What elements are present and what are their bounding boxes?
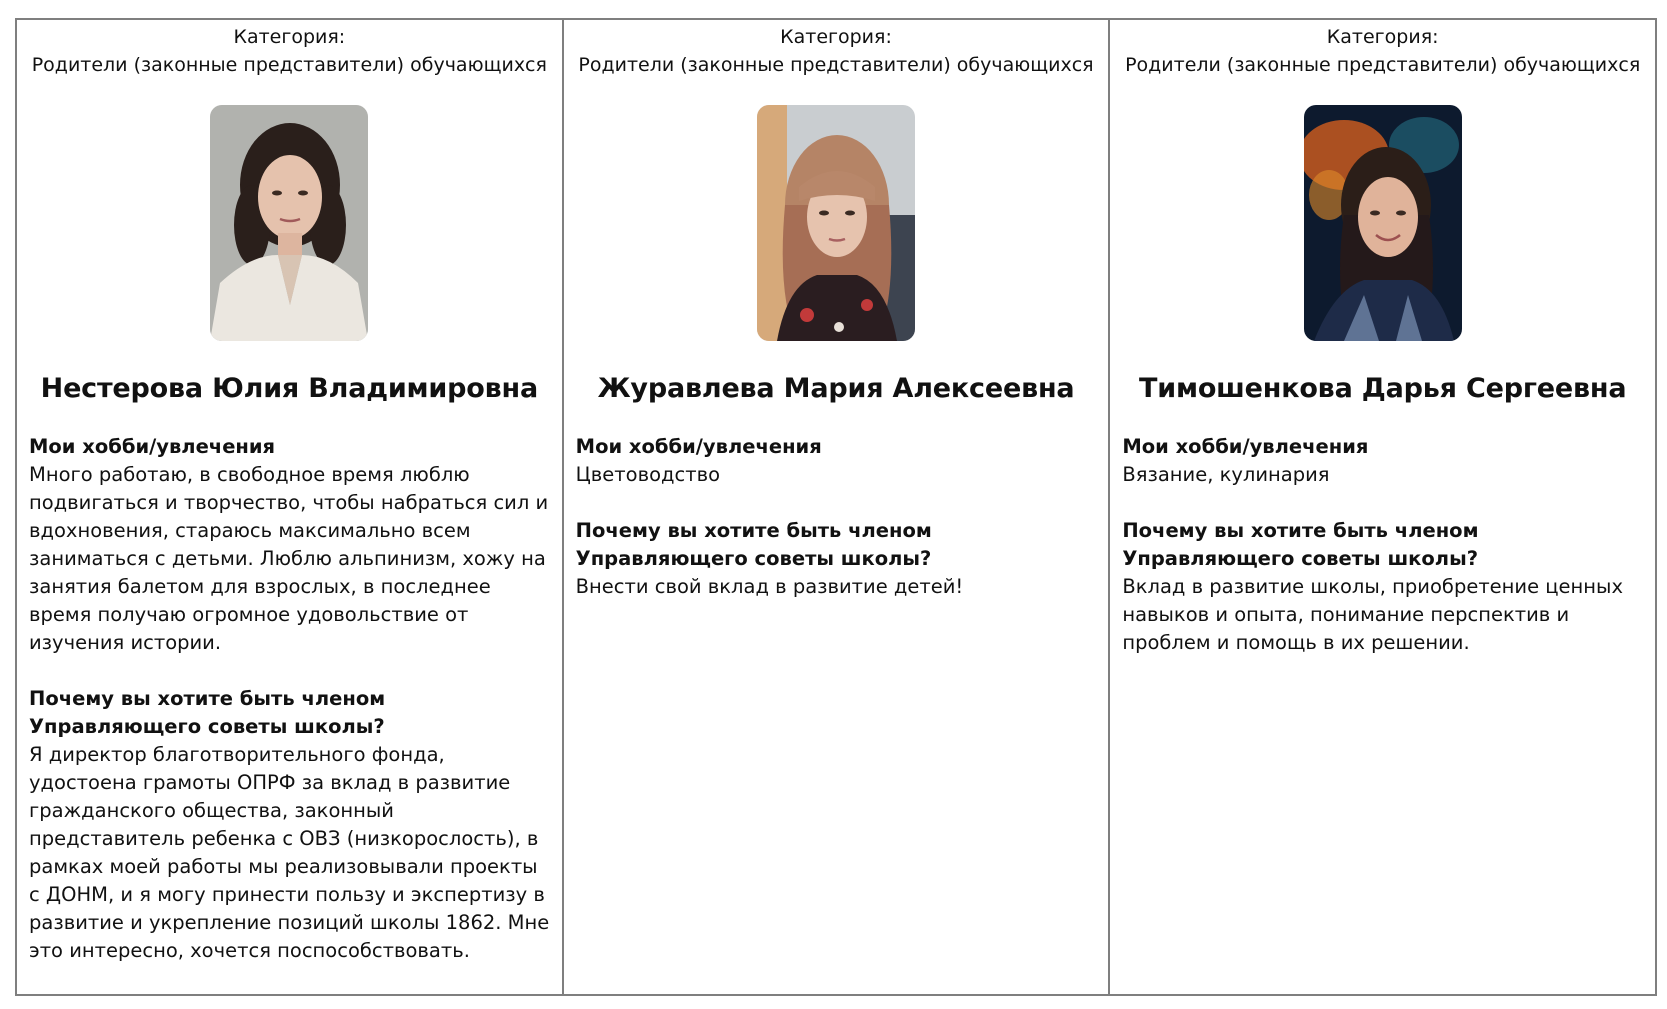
category-value: Родители (законные представители) обучающихся — [1125, 54, 1641, 76]
why-text: Вклад в развитие школы, приобретение ценных навыков и опыта, понимание перспектив и проблем и помощь в их решении. — [1122, 575, 1623, 654]
candidates-table — [15, 18, 1657, 996]
hobby-heading: Мои хобби/увлечения — [1122, 435, 1369, 458]
candidate-card-2 — [564, 20, 1111, 994]
candidate-details — [1120, 433, 1645, 657]
category-label: Категория: — [780, 26, 892, 48]
why-heading: Почему вы хотите быть членом Управляющего советы школы? — [575, 519, 932, 570]
category-block — [574, 23, 1099, 79]
candidate-name: Нестерова Юлия Владимировна — [40, 373, 538, 404]
hobby-text: Вязание, кулинария — [1122, 463, 1330, 486]
category-value: Родители (законные представители) обучающихся — [31, 54, 547, 76]
why-text: Я директор благотворительного фонда, удостоена грамоты ОПРФ за вклад в развитие гражданского общества, законный представитель ребенка с ОВЗ (низкорослость), в рамках моей работы мы реализовывали проекты с ДОНМ, и я могу принести пользу и экспертизу в развитие и укрепление позиций школы 1862. Мне это интересно, хочется поспособствовать. — [29, 743, 550, 962]
candidate-name: Тимошенкова Дарья Сергеевна — [1139, 373, 1627, 404]
hobby-heading: Мои хобби/увлечения — [29, 435, 276, 458]
hobby-text: Цветоводство — [575, 463, 720, 486]
candidate-card-3 — [1110, 20, 1655, 994]
category-label: Категория: — [233, 26, 346, 48]
category-block — [27, 23, 552, 79]
candidate-photo — [210, 105, 368, 341]
category-label: Категория: — [1326, 26, 1439, 48]
why-heading: Почему вы хотите быть членом Управляющего советы школы? — [1122, 519, 1479, 570]
candidate-photo — [757, 105, 915, 341]
hobby-heading: Мои хобби/увлечения — [575, 435, 822, 458]
category-value: Родители (законные представители) обучающихся — [578, 54, 1094, 76]
why-text: Внести свой вклад в развитие детей! — [575, 575, 964, 598]
candidate-card-1 — [17, 20, 564, 994]
candidate-photo — [1304, 105, 1462, 341]
why-heading: Почему вы хотите быть членом Управляющего советы школы? — [29, 687, 386, 738]
candidate-details — [574, 433, 1099, 601]
candidate-details — [27, 433, 552, 965]
hobby-text: Много работаю, в свободное время люблю подвигаться и творчество, чтобы набраться сил и вдохновения, стараюсь максимально всем заниматься с детьми. Люблю альпинизм, хожу на занятия балетом для взрослых, в последнее время получаю огромное удовольствие от изучения истории. — [29, 463, 549, 654]
candidate-name: Журавлева Мария Алексеевна — [597, 373, 1075, 404]
category-block — [1120, 23, 1645, 79]
